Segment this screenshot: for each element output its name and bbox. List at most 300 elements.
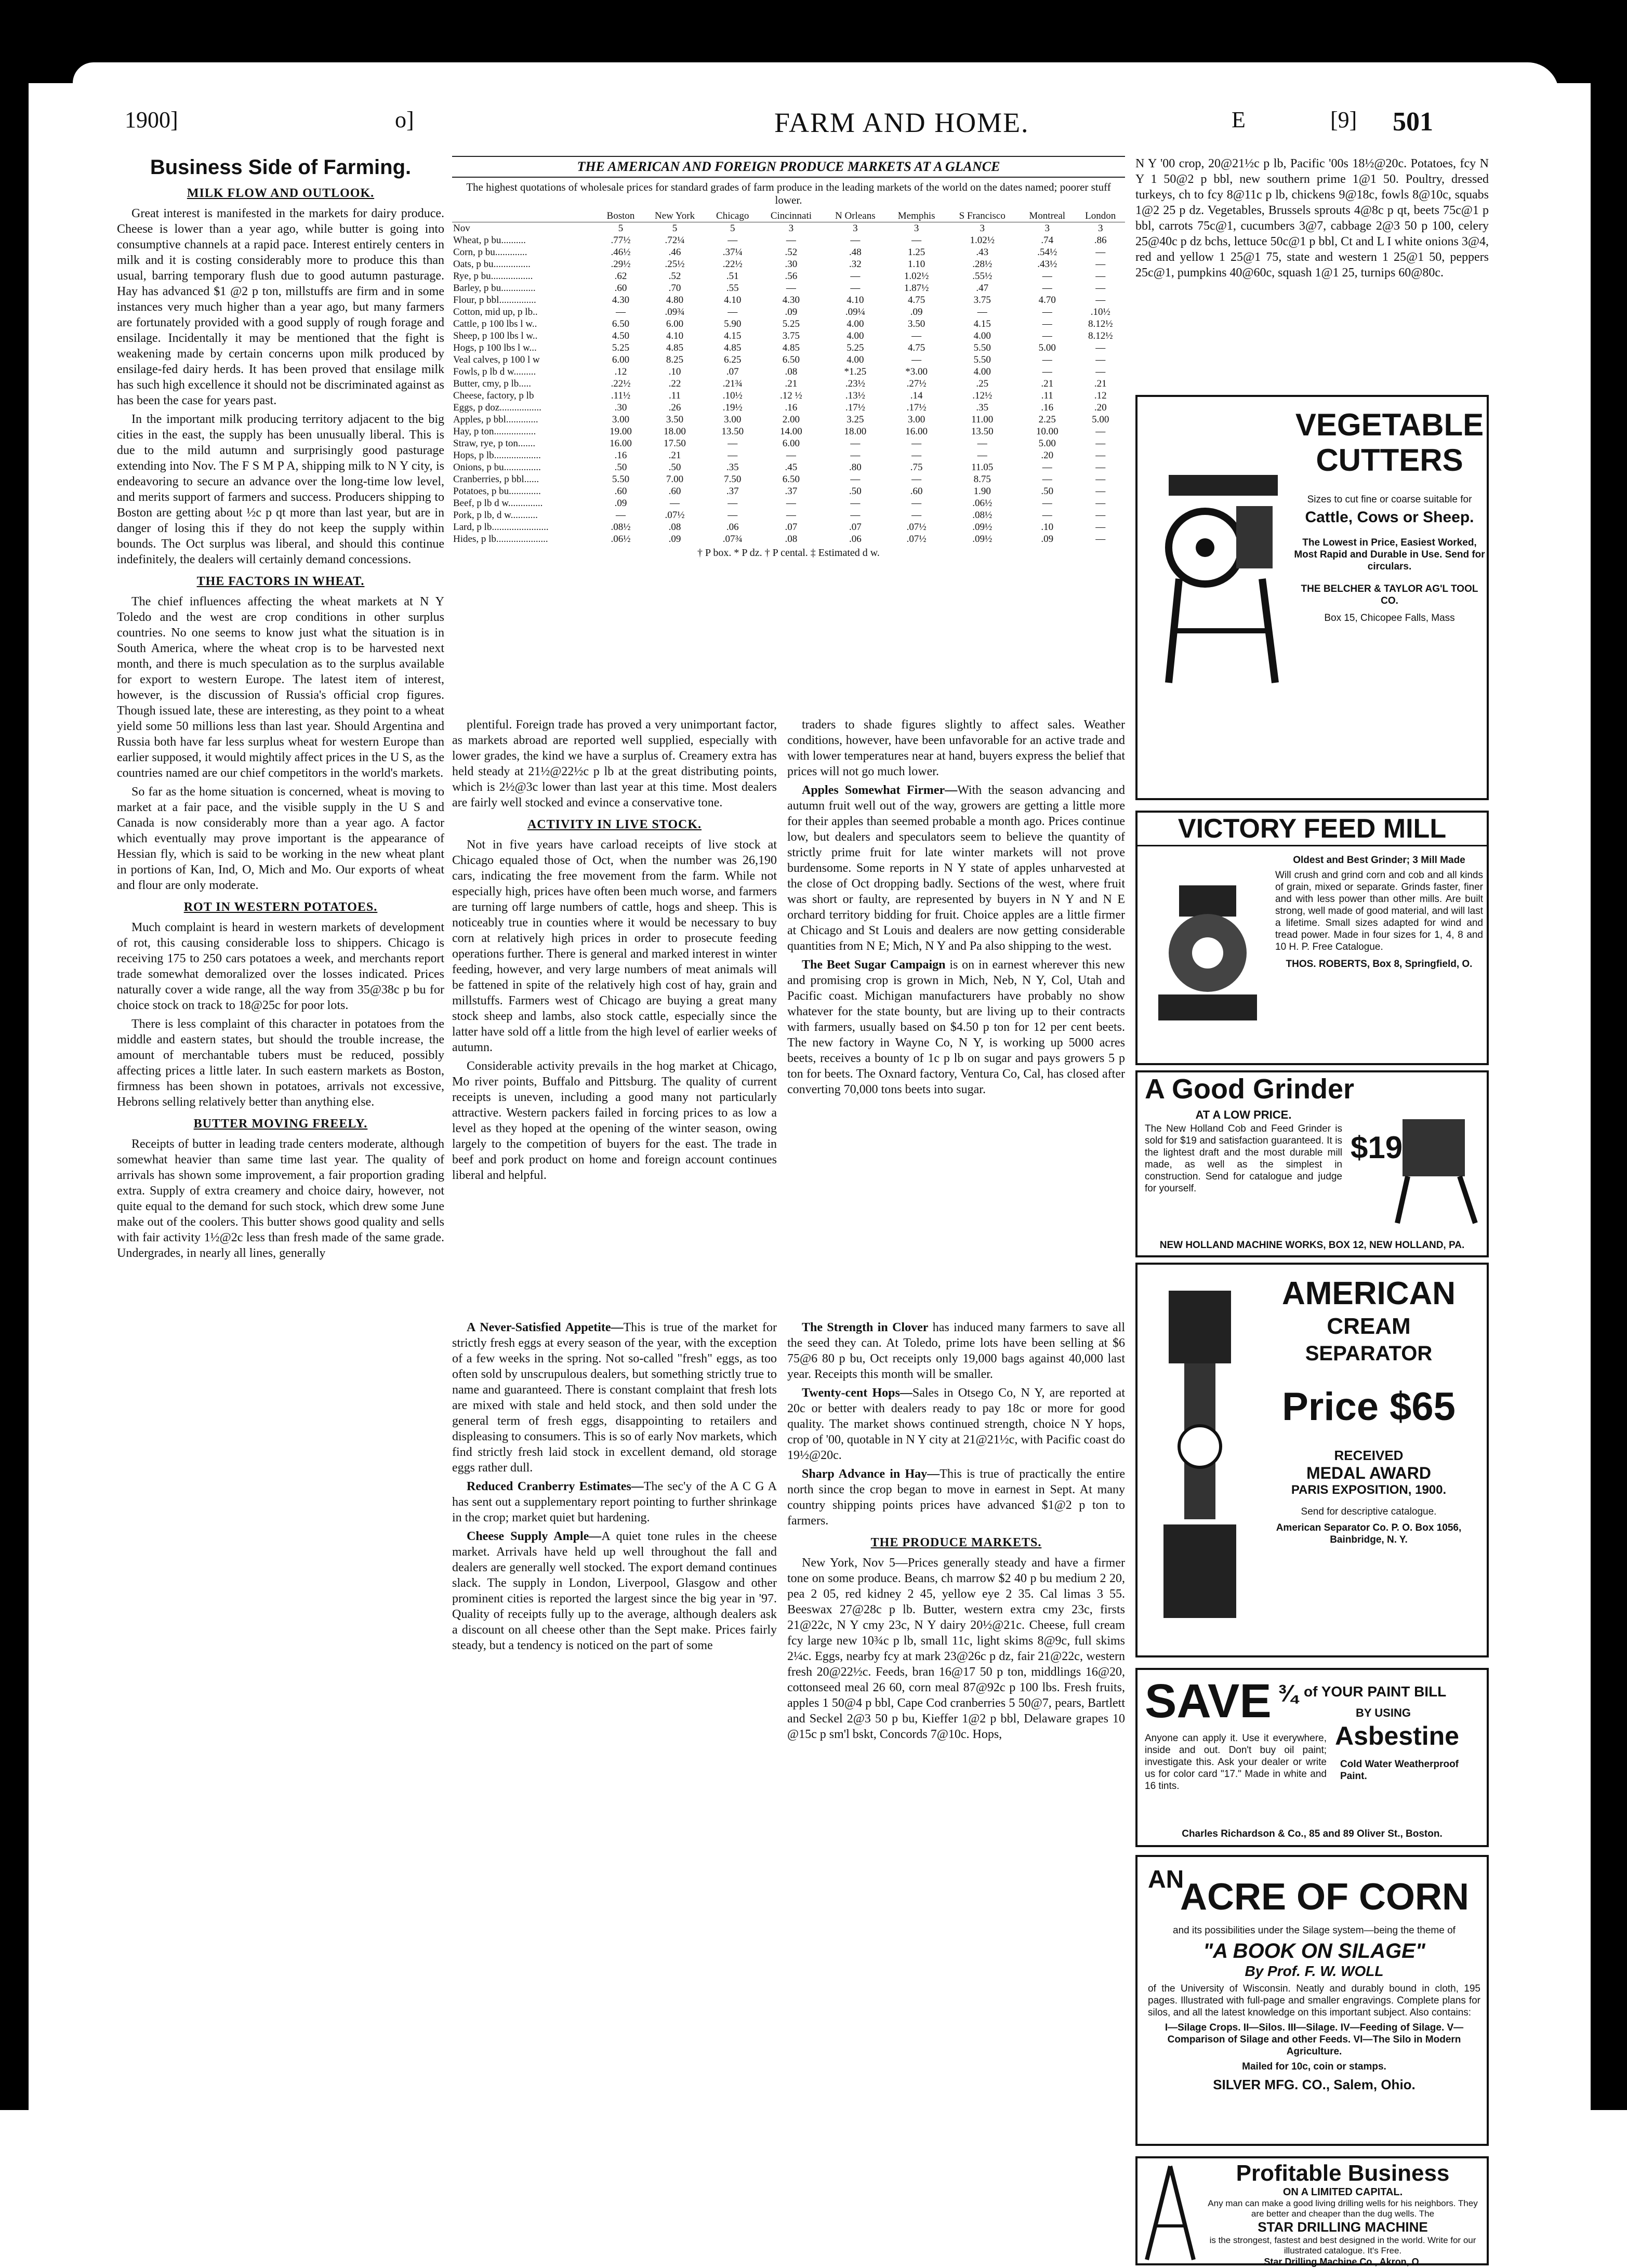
separator-send: Send for descriptive catalogue.: [1301, 1506, 1437, 1517]
drill-body-2: is the strongest, fastest and best designed in the world. Write for our illustrated catalogue. It's Free.: [1209, 2235, 1476, 2256]
markets-cell: —: [911, 354, 922, 365]
markets-cell: 5.50: [973, 342, 991, 353]
table-row: [452, 282, 1125, 294]
markets-cell: .11: [1041, 390, 1053, 401]
ad-vegetable-cutters: [1135, 395, 1489, 800]
markets-cell: —: [911, 450, 922, 461]
butter-heading: BUTTER MOVING FREELY.: [193, 1117, 368, 1131]
markets-cell: 1.90: [973, 486, 991, 497]
markets-cell: .16: [1041, 402, 1054, 413]
markets-cell: —: [786, 510, 796, 521]
markets-cell: .32: [849, 259, 862, 270]
markets-cell: .08½: [611, 522, 631, 533]
markets-cell: —: [977, 307, 987, 317]
markets-row-label: Wheat, p bu..........: [453, 235, 526, 246]
ad-asbestine-paint: [1135, 1668, 1489, 1847]
markets-cell: .16: [785, 402, 798, 413]
ad-american-cream-separator: [1135, 1263, 1489, 1657]
acre-mailed: Mailed for 10c, coin or stamps.: [1242, 2061, 1386, 2072]
livestock-paragraph-1: Not in five years have carload receipts of live stock at Chicago equaled those of Oct, when the number was 26,190 cars, indicating the free movement from the farm. While not especially high, prices have often been much worse, and farmers are turning off large numbers of cattle, hogs and sheep. This is noticeably true in counties where it would be necessary to buy corn at relatively high prices in order to prosecute feeding operations further. There is general and marked interest in winter feeding, however, and very large numbers of meat animals will be fattened in spite of the relatively high cost of hay, grain and millstuffs. Farmers west of Chicago are buying a great many stock sheep and lambs, also stock cattle, especially since the latter have sold off a little from the high level of earlier weeks of autumn.: [452, 838, 777, 1054]
markets-cell: —: [1042, 498, 1052, 509]
markets-cell: .10½: [722, 390, 743, 401]
markets-cell: .22½: [611, 378, 631, 389]
column-3: [452, 1320, 777, 2078]
markets-cell: .52: [785, 247, 798, 258]
markets-cell: .12½: [972, 390, 993, 401]
separator-price: Price $65: [1282, 1385, 1456, 1429]
markets-cell: .17½: [906, 402, 927, 413]
markets-cell: 4.10: [666, 330, 684, 341]
markets-cell: .62: [614, 271, 627, 282]
save-cold-water: Cold Water Weatherproof Paint.: [1340, 1759, 1459, 1782]
table-row: [452, 294, 1125, 306]
milk-paragraph-1: Great interest is manifested in the markets for dairy produce. Cheese is lower than a year ago, while butter is going into consumptive channels at a rapid pace. Interest entirely centers in milk and it is costing considerably more to produce this than usual, barring temporary flush due to good autumn pasturage. Hay has advanced $1 @2 p ton, millstuffs are firm and in some instances very much higher than a year ago, but many farmers are fortunately provided with a good supply of rough forage and ensilage. Incidentally it may be mentioned that the fight is weakening made by certain concerns upon milk produced by ensilage-fed dairy herds. It has been proved that ensilage milk has such high excellence it should not be discriminated against as has been the case for years past.: [117, 207, 444, 407]
grinder-price-label: AT A LOW PRICE.: [1195, 1108, 1292, 1121]
cranberry-lead: Reduced Cranberry Estimates—: [467, 1480, 644, 1493]
markets-cell: 3.50: [908, 319, 925, 329]
drill-title: Profitable Business: [1236, 2160, 1450, 2186]
markets-cell: .47: [976, 283, 989, 294]
mill-illustration: [1148, 875, 1267, 1031]
markets-cell: —: [1095, 426, 1106, 437]
ad-star-drilling-machine: [1135, 2156, 1489, 2265]
markets-cell: —: [1095, 486, 1106, 497]
table-row: [452, 330, 1125, 342]
markets-cell: 4.30: [782, 295, 800, 306]
markets-cell: —: [1042, 510, 1052, 521]
separator-paris: PARIS EXPOSITION, 1900.: [1291, 1483, 1447, 1497]
markets-cell: 7.50: [724, 474, 742, 485]
markets-row-label: Onions, p bu...............: [453, 462, 541, 473]
markets-row-label: Hogs, p 100 lbs l w...: [453, 342, 537, 353]
markets-cell: —: [1042, 474, 1052, 485]
markets-cell: 4.85: [782, 342, 800, 353]
markets-cell: 4.75: [908, 342, 925, 353]
markets-cell: —: [1095, 283, 1106, 294]
markets-cell: 5.25: [612, 342, 630, 353]
markets-cell: .50: [668, 462, 681, 473]
separator-illustration: [1148, 1285, 1252, 1628]
markets-cell: .09¼: [845, 307, 865, 317]
table-row: [452, 437, 1125, 449]
markets-cell: 8.25: [666, 354, 684, 365]
markets-cell: 17.50: [664, 438, 686, 449]
victory-address: THOS. ROBERTS, Box 8, Springfield, O.: [1286, 959, 1473, 970]
header-title: FARM AND HOME.: [774, 107, 1029, 138]
produce-paragraph: New York, Nov 5—Prices generally steady and have a firmer tone on some produce. Beans, ch marrow $2 40 p bu medium 2 20, pea 2 05, red kidney 2 45, yellow eye 2 35. Cal limas 3 55. Beeswax 27@28c p lb. Butter, western extra cmy 23c, firsts 21@22c, N Y cmy 23c, N Y dairy 20½@21c. Cheese, full cream fcy large new 10¾c p lb, small 11c, light skims 8@9c, full skims 2¼c. Eggs, nearby fcy at mark 23@26c p dz, fair 21@22c, western fresh 20@22½c. Feeds, bran 16@17 50 p ton, middlings 16@20, cottonseed meal 26 60, corn meal 87@92c p 100 lbs. Fresh fruits, apples 1 50@4 p bbl, Cape Cod cranberries 5 50@7, pears, Bartlett and Seckel 2@3 50 p bu, Kieffer 1@2 p bbl, Delaware grapes 10 @15c p sm'l bskt, Concords 7@10c. Hops,: [787, 1556, 1125, 1741]
separator-received: RECEIVED: [1334, 1448, 1404, 1463]
markets-cell: 1.02½: [970, 235, 995, 246]
markets-cell: .10: [1041, 522, 1054, 533]
markets-cell: —: [1095, 259, 1106, 270]
markets-cell: 5.25: [846, 342, 864, 353]
markets-cell: .21: [1041, 378, 1054, 389]
markets-cell: —: [1042, 354, 1052, 365]
markets-cell: 1.10: [908, 259, 925, 270]
save-fraction: ¾: [1278, 1680, 1298, 1707]
markets-cell: *1.25: [844, 366, 867, 377]
markets-date-cell: 3: [914, 223, 919, 234]
markets-cell: 3.75: [782, 330, 800, 341]
markets-cell: 5.00: [1038, 342, 1056, 353]
drill-subtitle: ON A LIMITED CAPITAL.: [1282, 2186, 1403, 2198]
markets-cell: —: [1095, 450, 1106, 461]
markets-cell: 5.25: [782, 319, 800, 329]
sugar-paragraph: [787, 957, 1125, 1097]
markets-cell: —: [977, 450, 987, 461]
acre-book: "A BOOK ON SILAGE": [1203, 1940, 1425, 1962]
cutter-illustration: [1158, 459, 1288, 693]
potatoes-paragraph-2: There is less complaint of this character in potatoes from the middle and eastern states, but should the trouble increase, the amount of merchantable tubers must be reduced, possibly affecting prices a little later. In such eastern markets as Boston, firmness has been shown in potatoes, arrivals not excessive, Hebrons selling relatively better than anything else.: [117, 1017, 444, 1109]
markets-cell: 4.80: [666, 295, 684, 306]
markets-cell: —: [727, 510, 738, 521]
markets-cell: —: [1095, 271, 1106, 282]
ad-victory-feed-mill: [1135, 811, 1489, 1065]
table-row: [452, 533, 1125, 545]
save-body: Anyone can apply it. Use it everywhere, inside and out. Don't buy oil paint; investigate this. Ask your dealer or write us for color card "17." Made in white and 16 tints.: [1145, 1733, 1327, 1792]
column-2a: [452, 717, 777, 1186]
markets-cell: 16.00: [905, 426, 928, 437]
markets-cell: 1.25: [908, 247, 925, 258]
save-brand: Asbestine: [1335, 1721, 1459, 1750]
markets-cell: .20: [1094, 402, 1107, 413]
markets-cell: —: [850, 283, 861, 294]
cranberry-paragraph: [452, 1479, 777, 1526]
header-edition: E: [1232, 107, 1246, 132]
eggs-lead: A Never-Satisfied Appetite—: [467, 1321, 624, 1334]
markets-row-label: Rye, p bu.................: [453, 271, 533, 282]
markets-column-header: Chicago: [706, 210, 759, 222]
table-row: [452, 390, 1125, 402]
markets-cell: 6.50: [782, 354, 800, 365]
markets-cell: .50: [1041, 486, 1054, 497]
markets-cell: 6.00: [612, 354, 630, 365]
markets-cell: 2.00: [782, 414, 800, 425]
markets-cell: .30: [614, 402, 627, 413]
markets-cell: —: [727, 438, 738, 449]
markets-cell: .29½: [611, 259, 631, 270]
markets-intro: The highest quotations of wholesale prices for standard grades of farm produce in the leading markets of the world on the dates named; poorer stuff lower.: [466, 181, 1111, 206]
markets-cell: .09: [1041, 534, 1054, 545]
scan-top-border: [0, 0, 1627, 83]
markets-cell: —: [1042, 366, 1052, 377]
markets-cell: —: [911, 510, 922, 521]
markets-cell: .09: [785, 307, 798, 317]
markets-cell: .08½: [972, 510, 993, 521]
table-row: [452, 449, 1125, 461]
markets-footnote: † P box. * P dz. † P cental. ‡ Estimated d w.: [697, 547, 880, 559]
veg-line-4: THE BELCHER & TAYLOR AG'L TOOL CO.: [1301, 583, 1478, 606]
table-row: [452, 234, 1125, 246]
markets-date-cell: 3: [980, 223, 985, 234]
butter-paragraph: Receipts of butter in leading trade centers moderate, although somewhat heavier than same time last year. The quality of arrivals has shown some improvement, a fair proportion grading extra. Supply of extra creamery and choice dairy, however, not quite equal to the demand for such stock, which drew some June make out of the coolers. This butter shows good quality and sells with fair activity 1½@2c less than fresh made of the same grade. Undergrades, in nearly all lines, generally: [117, 1137, 444, 1260]
markets-cell: 4.85: [724, 342, 742, 353]
markets-cell: —: [1095, 366, 1106, 377]
markets-cell: —: [727, 498, 738, 509]
victory-subtitle: Oldest and Best Grinder; 3 Mill Made: [1293, 855, 1465, 866]
markets-cell: .72¼: [665, 235, 685, 246]
markets-cell: 6.00: [666, 319, 684, 329]
markets-cell: —: [911, 498, 922, 509]
markets-cell: .07½: [906, 522, 927, 533]
markets-cell: —: [1095, 534, 1106, 545]
drill-machine: STAR DRILLING MACHINE: [1258, 2219, 1428, 2235]
markets-title: THE AMERICAN AND FOREIGN PRODUCE MARKETS AT A GLANCE: [452, 156, 1125, 178]
markets-cell: —: [850, 438, 861, 449]
table-row: [452, 354, 1125, 366]
milk-paragraph-2: In the important milk producing territory adjacent to the big cities in the east, the supply has been unusually liberal. This is due to the mild autumn and surprisingly good pasturage extending into Nov. The F S M P A, shipping milk to N Y city, is endeavoring to secure an advance over the long-time low level, and merits support of farmers and success. Producers shipping to Boston are getting about ½c p qt more than last year, but are in danger of losing this if they do not keep the supply within bounds. The Oct surplus was liberal, and should this continue indefinitely, the dealers will certainly demand concessions.: [117, 413, 444, 566]
acre-subtitle: and its possibilities under the Silage system—being the theme of: [1173, 1925, 1456, 1936]
drill-body: Any man can make a good living drilling wells for his neighbors. They are better and cheaper than the dug wells. The: [1208, 2198, 1478, 2219]
acre-body: of the University of Wisconsin. Neatly and durably bound in cloth, 195 pages. Illustrated with full-page and smaller engravings. Complete plans for silos, and all the latest knowledge on this important subject. Also contains:: [1148, 1983, 1480, 2018]
butter-continued: plentiful. Foreign trade has proved a very unimportant factor, as markets abroad are reported well supplied, especially with lower grades, the kind we have a surplus of. Creamery extra has held steady at 21½@22½c p lb at the great distributing points, which is 2½@3c lower than last year at this time. Most dealers are fairly well stocked and evince a conservative tone.: [452, 718, 777, 810]
markets-cell: .70: [668, 283, 681, 294]
markets-cell: .60: [614, 283, 627, 294]
apples-text: With the season advancing and autumn fruit well out of the way, growers are getting a little more for their apples than seemed probable a month ago. Prices continue low, but dealers and speculators seem to believe the quantity of strictly prime fruit for late winter markets will not prove burdensome. Some reports in N Y state of apples unharvested at the close of Oct dropping badly. Sections of the west, where fruit was short or faulty, are represented by buyers in N Y and N E orchard territory bidding for fruit. Choice apples are a little firmer at Chicago and St Louis and dealers are now getting considerable quantities from N E; Mich, N Y and Pa also shipping to the west.: [787, 784, 1125, 953]
markets-cell: .12: [614, 366, 627, 377]
markets-cell: .55½: [972, 271, 993, 282]
table-row: [452, 246, 1125, 258]
markets-cell: .60: [668, 486, 681, 497]
ad-good-grinder: [1135, 1070, 1489, 1257]
markets-date-cell: 5: [618, 223, 624, 234]
markets-cell: —: [1042, 330, 1052, 341]
markets-cell: .07¾: [722, 534, 743, 545]
veg-line-3: The Lowest in Price, Easiest Worked, Most Rapid and Durable in Use. Send for circulars.: [1294, 537, 1485, 572]
markets-column-header: New York: [643, 210, 706, 222]
markets-cell: —: [1095, 474, 1106, 485]
markets-cell: 6.50: [782, 474, 800, 485]
markets-row-label: Pork, p lb, d w...........: [453, 510, 538, 521]
markets-column-header: Boston: [598, 210, 643, 222]
markets-cell: .06: [726, 522, 739, 533]
markets-cell: .28½: [972, 259, 993, 270]
table-row: [452, 521, 1125, 533]
markets-cell: .50: [614, 462, 627, 473]
cranberry-text: The sec'y of the A C G A has sent out a supplementary report pointing to further shrinkage in the crop; market quiet but hardening.: [452, 1480, 777, 1524]
markets-cell: 14.00: [780, 426, 802, 437]
potatoes-paragraph-1: Much complaint is heard in western markets of development of rot, this causing considerable loss to shippers. Chicago is receiving 175 to 250 cars potatoes a week, and merchants report trade somewhat demoralized over the losses indicated. Prices naturally cover a wide range, all the way from 35@38c p bu for choice stock on track to 18@25c for poor lots.: [117, 921, 444, 1012]
markets-cell: 6.25: [724, 354, 742, 365]
markets-cell: .25½: [665, 259, 685, 270]
markets-cell: —: [1095, 247, 1106, 258]
markets-cell: —: [727, 307, 738, 317]
markets-cell: .77½: [611, 235, 631, 246]
markets-cell: .19½: [722, 402, 743, 413]
wheat-paragraph-2: So far as the home situation is concerned, wheat is moving to market at a fair pace, and the visible supply in the U S and Canada is now considerably more than a year ago. A factor which eventually may prove important is the appearance of Hessian fly, which is said to be working in the new wheat plant in portions of Kan, Ind, O, Mich and Mo. Our exports of wheat and flour are only moderate.: [117, 785, 444, 892]
markets-cell: 8.12½: [1088, 330, 1113, 341]
markets-cell: 4.00: [846, 330, 864, 341]
column-5: [1135, 156, 1489, 2267]
markets-cell: .23½: [845, 378, 865, 389]
hay-paragraph: [787, 1466, 1125, 1529]
column-1: [117, 156, 444, 2078]
header-page-number: 501: [1393, 107, 1433, 137]
markets-cell: —: [1042, 319, 1052, 329]
markets-cell: 4.30: [612, 295, 630, 306]
table-row: [452, 306, 1125, 318]
table-row: [452, 342, 1125, 354]
markets-cell: 4.00: [973, 366, 991, 377]
markets-cell: .22½: [722, 259, 743, 270]
markets-cell: .08: [668, 522, 681, 533]
markets-cell: .07½: [665, 510, 685, 521]
markets-row-label: Flour, p bbl...............: [453, 295, 536, 306]
markets-cell: .80: [849, 462, 862, 473]
markets-cell: 4.50: [612, 330, 630, 341]
table-row: [452, 426, 1125, 437]
markets-row-label: Hay, p ton.................: [453, 426, 536, 437]
markets-cell: —: [1095, 522, 1106, 533]
markets-row-label: Corn, p bu.............: [453, 247, 527, 258]
hops-lead: Twenty-cent Hops—: [802, 1386, 912, 1400]
markets-cell: 5.50: [973, 354, 991, 365]
table-row: [452, 258, 1125, 270]
markets-cell: 6.50: [612, 319, 630, 329]
markets-cell: .08: [785, 366, 798, 377]
markets-cell: 4.85: [666, 342, 684, 353]
markets-cell: .50: [849, 486, 862, 497]
markets-cell: 3.75: [973, 295, 991, 306]
drill-illustration: [1142, 2164, 1199, 2262]
markets-cell: .20: [1041, 450, 1054, 461]
markets-cell: —: [1095, 510, 1106, 521]
markets-cell: .17½: [845, 402, 865, 413]
apples-paragraph: [787, 782, 1125, 954]
markets-cell: —: [911, 438, 922, 449]
milk-heading: MILK FLOW AND OUTLOOK.: [187, 187, 375, 200]
markets-row-label: Potatoes, p bu.............: [453, 486, 541, 497]
markets-cell: 8.75: [973, 474, 991, 485]
markets-column-header: Cincinnati: [759, 210, 824, 222]
markets-table-body: [452, 222, 1125, 546]
markets-cell: .25: [976, 378, 989, 389]
markets-cell: .09: [910, 307, 923, 317]
markets-cell: —: [727, 450, 738, 461]
drill-address: Star Drilling Machine Co., Akron, O.: [1264, 2257, 1422, 2267]
markets-cell: .09¾: [665, 307, 685, 317]
markets-cell: —: [1095, 354, 1106, 365]
markets-cell: .56: [785, 271, 798, 282]
markets-cell: —: [850, 510, 861, 521]
markets-cell: 1.02½: [904, 271, 929, 282]
grinder-address: NEW HOLLAND MACHINE WORKS, BOX 12, NEW HOLLAND, PA.: [1159, 1240, 1465, 1251]
markets-cell: 3.50: [666, 414, 684, 425]
clover-lead: The Strength in Clover: [802, 1321, 929, 1334]
markets-column-header: Memphis: [887, 210, 946, 222]
header-page-bracket: [9]: [1330, 107, 1357, 132]
markets-cell: —: [786, 450, 796, 461]
markets-cell: .22: [668, 378, 681, 389]
markets-cell: —: [911, 235, 922, 246]
markets-cell: 1.87½: [904, 283, 929, 294]
markets-cell: 4.00: [846, 319, 864, 329]
victory-body: Will crush and grind corn and cob and all kinds of grain, mixed or separate. Grinds faster, finer and with less power than other mills. Are built strong, well made of good material, and will last a lifetime. Small sizes adapted for wind and tread power. Made in four sizes for 1, 4, 8 and 10 H. P. Free Catalogue.: [1275, 870, 1483, 952]
grinder-illustration: [1392, 1109, 1480, 1228]
markets-date-cell: 3: [788, 223, 794, 234]
separator-title-3: SEPARATOR: [1305, 1342, 1433, 1365]
markets-cell: —: [1042, 462, 1052, 473]
markets-cell: .06: [849, 534, 862, 545]
markets-row-label: Cattle, p 100 lbs l w..: [453, 319, 537, 329]
acre-an: AN: [1148, 1866, 1184, 1893]
markets-row-label: Cranberries, p bbl......: [453, 474, 539, 485]
markets-cell: .09½: [972, 534, 993, 545]
ad-acre-of-corn: [1135, 1855, 1489, 2146]
grinder-price: $19: [1351, 1130, 1403, 1165]
section-title: Business Side of Farming.: [150, 156, 412, 179]
markets-header-blank: [452, 210, 598, 222]
markets-cell: 5.00: [1092, 414, 1109, 425]
markets-cell: .07½: [906, 534, 927, 545]
markets-cell: .14: [910, 390, 923, 401]
markets-date-cell: 3: [853, 223, 858, 234]
scan-top-edge: [73, 62, 1559, 104]
markets-table-header: [452, 210, 1125, 222]
markets-cell: —: [1095, 462, 1106, 473]
markets-row-label: Fowls, p lb d w.........: [453, 366, 536, 377]
markets-row-label: Hides, p lb.....................: [453, 534, 548, 545]
markets-date-cell: 3: [1044, 223, 1050, 234]
produce-continued: N Y '00 crop, 20@21½c p lb, Pacific '00s 18½@20c. Potatoes, fcy N Y 1 50@2 p bbl, new southern prime 1@1 50. Poultry, dressed turkeys, ch to fcy 8@11c p lb, chickens 9@18c, fowls 8@10c, squabs 1@2 25 p dz. Vegetables, Brussels sprouts 4@8c p qt, beets 75c@1 p bbl, carrots 75c@1, cucumbers 3@7, cabbage 2@3 50 p 100, celery 25@40c p dz bchs, lettuce 50c@1 p bbl, Ct and L I white onions 3@4, red and yellow 1 25@1 75, state and western 1 25@1 50, peppers 25c@1, pumpkins 40@60c, squash 1@1 25, turnips 60@80c.: [1135, 157, 1489, 280]
markets-cell: 5.90: [724, 319, 742, 329]
markets-cell: .21: [668, 450, 681, 461]
markets-cell: .37: [726, 486, 739, 497]
markets-cell: .52: [668, 271, 681, 282]
markets-cell: —: [850, 235, 861, 246]
veg-title-1: VEGETABLE: [1295, 407, 1484, 442]
clover-text: has induced many farmers to save all the seed they can. At Toledo, prime lots have been selling at $6 75@6 80 p bu, Oct receipts only 19,000 bags against 40,000 last year. Receipts this month will be smaller.: [787, 1321, 1126, 1381]
markets-cell: *3.00: [905, 366, 928, 377]
table-row: [452, 366, 1125, 378]
markets-cell: .27½: [906, 378, 927, 389]
table-row: [452, 318, 1125, 330]
markets-cell: 4.10: [724, 295, 742, 306]
markets-cell: —: [1095, 498, 1106, 509]
markets-cell: 3.00: [908, 414, 925, 425]
separator-title-1: AMERICAN: [1281, 1276, 1456, 1311]
markets-cell: .35: [726, 462, 739, 473]
traders-paragraph: traders to shade figures slightly to affect sales. Weather conditions, however, have been unfavorable for an active trade and with lower temperatures near at hand, buyers express the belief that prices will not go much lower.: [787, 718, 1125, 778]
save-address: Charles Richardson & Co., 85 and 89 Oliver St., Boston.: [1182, 1828, 1443, 1839]
markets-cell: —: [850, 498, 861, 509]
markets-cell: .07: [785, 522, 798, 533]
cheese-paragraph: [452, 1529, 777, 1653]
markets-cell: .10½: [1090, 307, 1110, 317]
markets-cell: .12: [1094, 390, 1107, 401]
markets-column-header: London: [1076, 210, 1125, 222]
markets-cell: .74: [1041, 235, 1054, 246]
markets-cell: —: [727, 235, 738, 246]
markets-date-cell: 3: [1097, 223, 1103, 234]
wheat-heading: THE FACTORS IN WHEAT.: [196, 575, 365, 588]
victory-title: VICTORY FEED MILL: [1137, 813, 1487, 846]
markets-date-cell: 5: [672, 223, 678, 234]
markets-cell: —: [850, 450, 861, 461]
wheat-paragraph-1: The chief influences affecting the wheat markets at N Y Toledo and the west are crop conditions in other surplus countries. No one seems to know just what the situation is in South America, where the wheat crop is to be harvested next month, and there is much speculation as to the surplus available for export to western Europe. The latest item of interest, however, is the discussion of Russia's official crop figures. Though issued late, these are interesting, as they point to a wheat yield some 50 millions less than last year. Should Argentina and Russia both have far less surplus wheat for western Europe than earlier supposed, it would mightily affect prices in the U S, as the countries named are our chief competitors in the world's markets.: [117, 595, 444, 780]
markets-cell: .07: [849, 522, 862, 533]
markets-cell: .35: [976, 402, 989, 413]
markets-cell: 8.12½: [1088, 319, 1113, 329]
markets-cell: —: [670, 498, 680, 509]
markets-cell: 13.50: [971, 426, 994, 437]
markets-cell: 16.00: [610, 438, 632, 449]
markets-cell: 19.00: [610, 426, 632, 437]
table-row: [452, 402, 1125, 414]
markets-cell: .46½: [611, 247, 631, 258]
markets-row-label: Oats, p bu...............: [453, 259, 531, 270]
markets-cell: 4.00: [973, 330, 991, 341]
